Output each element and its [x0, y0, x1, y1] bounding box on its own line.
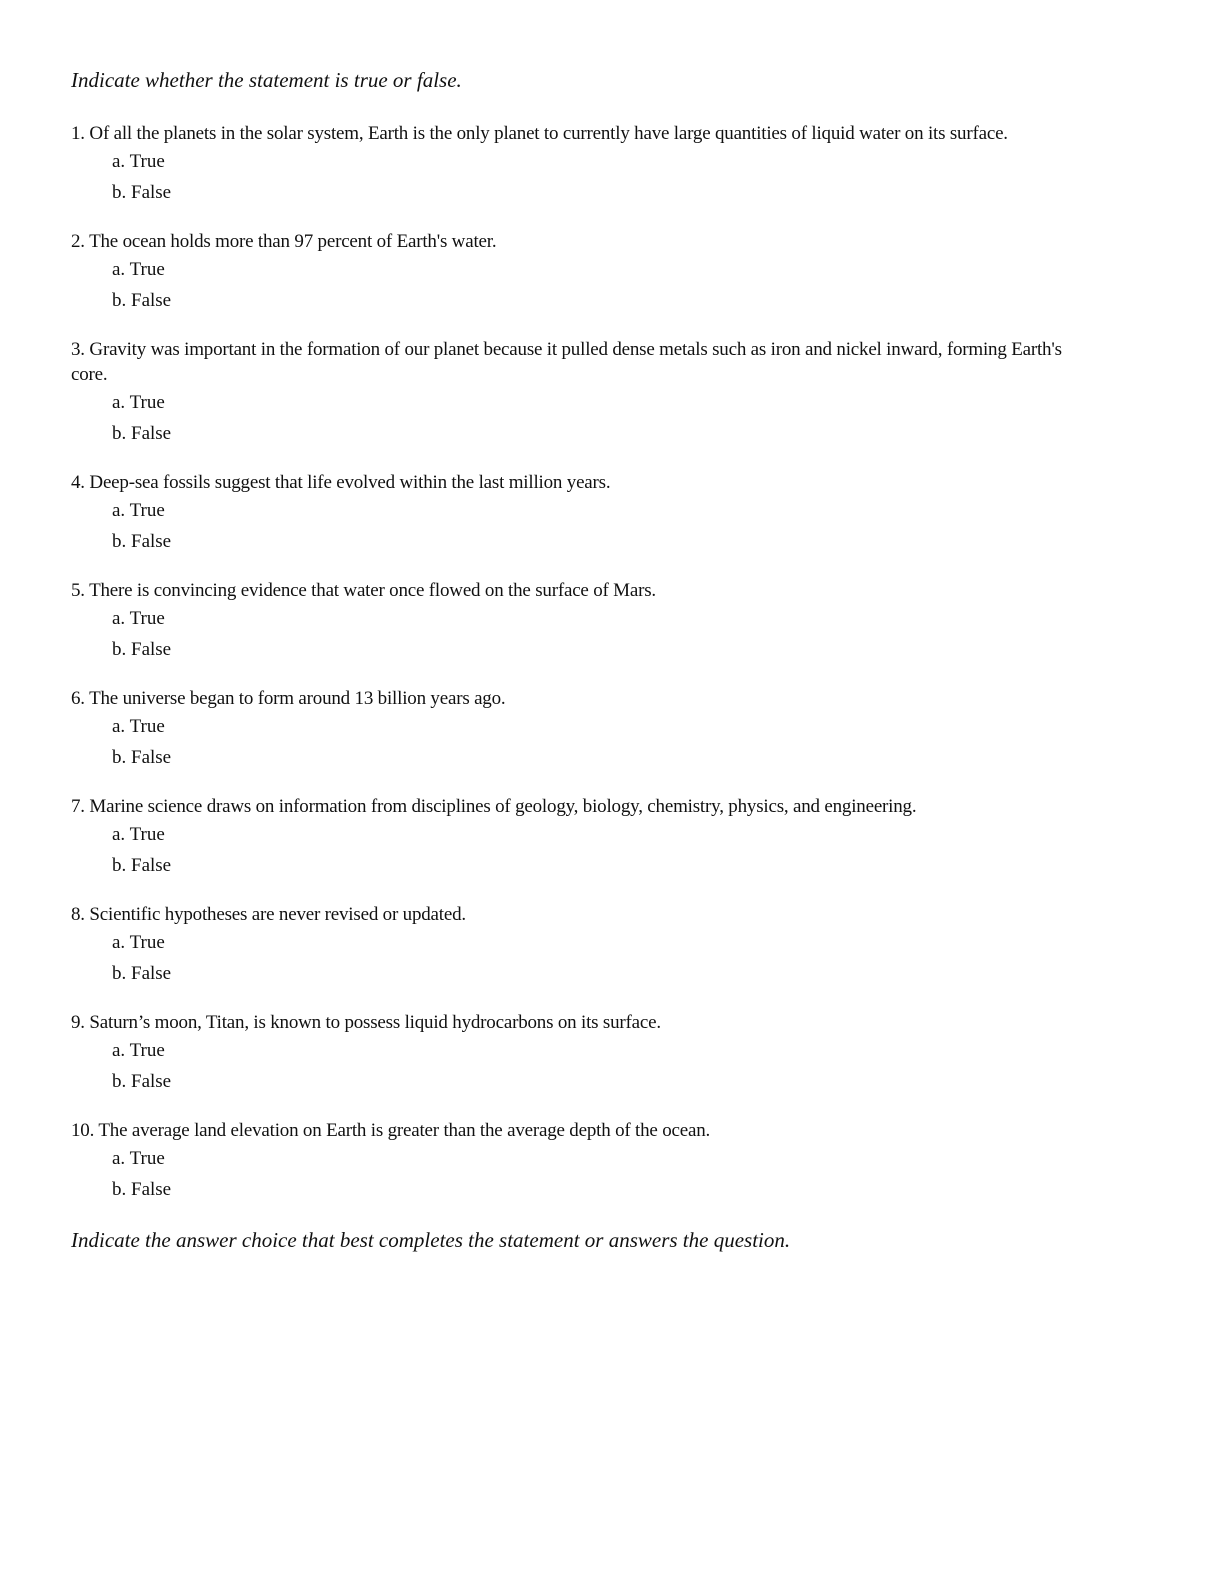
question-statement: Marine science draws on information from disciplines of geology, biology, chemistry, physics, and engineering. — [89, 796, 917, 817]
question-statement: The universe began to form around 13 billion years ago. — [89, 688, 506, 709]
question-number: 10. — [71, 1120, 95, 1141]
option-true[interactable]: a. True — [112, 1148, 165, 1169]
question-statement: The ocean holds more than 97 percent of Earth's water. — [89, 231, 497, 252]
option-false[interactable]: b. False — [112, 639, 172, 660]
question-number: 2. — [71, 231, 85, 252]
question-statement: The average land elevation on Earth is greater than the average depth of the ocean. — [98, 1120, 711, 1141]
option-true[interactable]: a. True — [112, 932, 165, 953]
option-false[interactable]: b. False — [112, 747, 172, 768]
question-7 — [71, 794, 1071, 877]
question-text — [71, 470, 1071, 495]
question-statement: Of all the planets in the solar system, Earth is the only planet to currently have large quantities of liquid water on its surface. — [89, 123, 1008, 144]
question-number: 7. — [71, 796, 85, 817]
question-number: 1. — [71, 123, 85, 144]
option-true[interactable]: a. True — [112, 151, 165, 172]
option-true[interactable]: a. True — [112, 500, 165, 521]
option-false[interactable]: b. False — [112, 423, 172, 444]
option-false[interactable]: b. False — [112, 1179, 172, 1200]
option-false[interactable]: b. False — [112, 182, 172, 203]
option-true[interactable]: a. True — [112, 824, 165, 845]
question-number: 4. — [71, 472, 85, 493]
question-text — [71, 337, 1071, 387]
question-text — [71, 578, 1071, 603]
question-number: 5. — [71, 580, 85, 601]
question-statement: Saturn’s moon, Titan, is known to possess liquid hydrocarbons on its surface. — [89, 1012, 661, 1033]
question-6 — [71, 686, 1071, 769]
option-false[interactable]: b. False — [112, 855, 172, 876]
question-text — [71, 229, 1071, 254]
question-statement: There is convincing evidence that water once flowed on the surface of Mars. — [89, 580, 656, 601]
option-true[interactable]: a. True — [112, 716, 165, 737]
question-text — [71, 1010, 1071, 1035]
question-text — [71, 902, 1071, 927]
question-3 — [71, 337, 1071, 445]
question-statement: Deep-sea fossils suggest that life evolved within the last million years. — [89, 472, 611, 493]
question-statement: Scientific hypotheses are never revised or updated. — [89, 904, 466, 925]
option-false[interactable]: b. False — [112, 1071, 172, 1092]
question-number: 6. — [71, 688, 85, 709]
option-false[interactable]: b. False — [112, 963, 172, 984]
worksheet-page — [71, 66, 1071, 1254]
question-statement: Gravity was important in the formation of our planet because it pulled dense metals such as iron and nickel inward, forming Earth's core. — [71, 339, 1062, 385]
question-10 — [71, 1118, 1071, 1201]
question-text — [71, 686, 1071, 711]
option-false[interactable]: b. False — [112, 531, 172, 552]
question-5 — [71, 578, 1071, 661]
option-true[interactable]: a. True — [112, 259, 165, 280]
option-false[interactable]: b. False — [112, 290, 172, 311]
option-true[interactable]: a. True — [112, 608, 165, 629]
multiple-choice-instruction: Indicate the answer choice that best completes the statement or answers the question. — [71, 1228, 791, 1252]
question-4 — [71, 470, 1071, 553]
option-true[interactable]: a. True — [112, 392, 165, 413]
question-1 — [71, 121, 1071, 204]
question-9 — [71, 1010, 1071, 1093]
question-text — [71, 794, 1071, 819]
question-2 — [71, 229, 1071, 312]
question-text — [71, 121, 1071, 146]
question-text — [71, 1118, 1071, 1143]
question-number: 8. — [71, 904, 85, 925]
option-true[interactable]: a. True — [112, 1040, 165, 1061]
true-false-instruction: Indicate whether the statement is true or false. — [71, 68, 462, 92]
question-8 — [71, 902, 1071, 985]
question-number: 3. — [71, 339, 85, 360]
question-number: 9. — [71, 1012, 85, 1033]
